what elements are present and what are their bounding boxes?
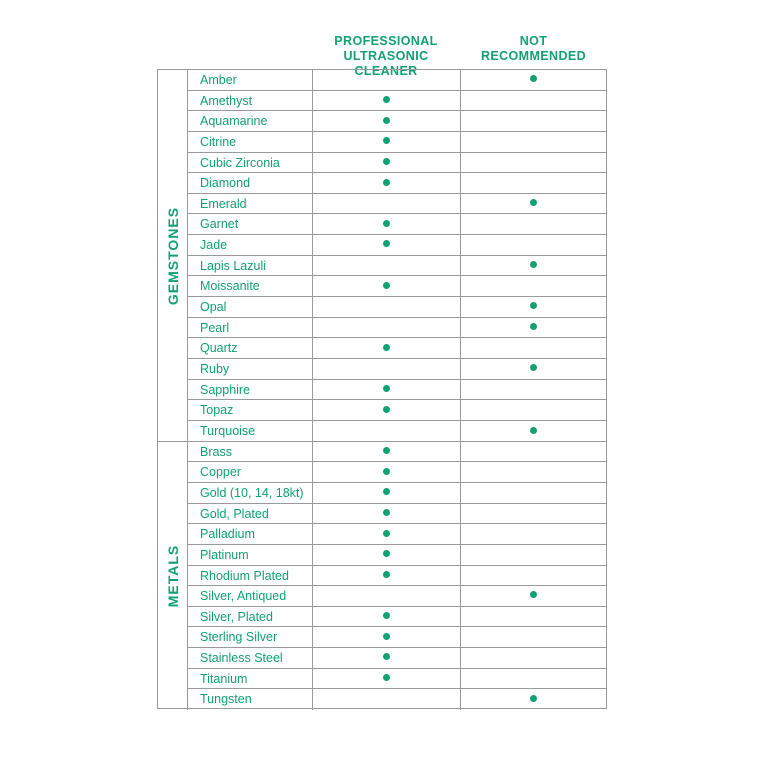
table-row <box>188 586 606 607</box>
material-name: Rhodium Plated <box>188 566 313 586</box>
bullet-dot-icon <box>383 653 390 660</box>
not-recommended-cell <box>461 669 606 689</box>
professional-cleaner-cell <box>313 359 461 379</box>
material-name: Quartz <box>188 338 313 358</box>
material-name: Cubic Zirconia <box>188 153 313 173</box>
professional-cleaner-cell <box>313 669 461 689</box>
material-name: Emerald <box>188 194 313 214</box>
not-recommended-header <box>460 34 607 64</box>
material-name: Sterling Silver <box>188 627 313 647</box>
table-row <box>188 545 606 566</box>
table-row <box>188 297 606 318</box>
professional-cleaner-cell <box>313 153 461 173</box>
bullet-dot-icon <box>383 179 390 186</box>
professional-cleaner-cell <box>313 627 461 647</box>
bullet-dot-icon <box>383 220 390 227</box>
group-label-cell <box>158 70 188 442</box>
bullet-dot-icon <box>530 261 537 268</box>
bullet-dot-icon <box>530 364 537 371</box>
bullet-dot-icon <box>383 447 390 454</box>
table-row <box>188 442 606 463</box>
not-recommended-cell <box>461 153 606 173</box>
professional-cleaner-cell <box>313 607 461 627</box>
not-recommended-cell <box>461 421 606 442</box>
group-rows <box>188 442 606 710</box>
group-rows <box>188 70 606 442</box>
table-row <box>188 504 606 525</box>
table-row <box>188 669 606 690</box>
material-name: Stainless Steel <box>188 648 313 668</box>
professional-cleaner-cell <box>313 504 461 524</box>
not-recommended-cell <box>461 462 606 482</box>
not-recommended-cell <box>461 524 606 544</box>
group-label: METALS <box>164 544 181 608</box>
material-name: Brass <box>188 442 313 462</box>
bullet-dot-icon <box>530 695 537 702</box>
not-recommended-cell <box>461 132 606 152</box>
professional-cleaner-cell <box>313 111 461 131</box>
bullet-dot-icon <box>383 282 390 289</box>
table-row <box>188 607 606 628</box>
professional-cleaner-cell <box>313 380 461 400</box>
material-name: Titanium <box>188 669 313 689</box>
professional-cleaner-cell <box>313 421 461 442</box>
material-name: Garnet <box>188 214 313 234</box>
professional-cleaner-cell <box>313 442 461 462</box>
table-row <box>188 689 606 710</box>
bullet-dot-icon <box>383 571 390 578</box>
bullet-dot-icon <box>383 468 390 475</box>
professional-cleaner-cell <box>313 586 461 606</box>
material-name: Platinum <box>188 545 313 565</box>
not-recommended-cell <box>461 627 606 647</box>
bullet-dot-icon <box>530 591 537 598</box>
not-recommended-cell <box>461 194 606 214</box>
professional-cleaner-cell <box>313 524 461 544</box>
table-row <box>188 173 606 194</box>
group-0 <box>158 70 606 442</box>
table-row <box>188 153 606 174</box>
bullet-dot-icon <box>383 406 390 413</box>
material-name: Jade <box>188 235 313 255</box>
table-row <box>188 380 606 401</box>
group-label-cell <box>158 442 188 710</box>
not-recommended-cell <box>461 297 606 317</box>
table-row <box>188 483 606 504</box>
material-name: Citrine <box>188 132 313 152</box>
professional-cleaner-cell <box>313 338 461 358</box>
professional-cleaner-cell <box>313 318 461 338</box>
table-row <box>188 276 606 297</box>
not-recommended-cell <box>461 338 606 358</box>
material-name: Topaz <box>188 400 313 420</box>
bullet-dot-icon <box>530 75 537 82</box>
professional-cleaner-cell <box>313 566 461 586</box>
table-row <box>188 400 606 421</box>
header-line: RECOMMENDED <box>480 49 587 63</box>
table-row <box>188 318 606 339</box>
table-row <box>188 359 606 380</box>
professional-cleaner-cell <box>313 400 461 420</box>
not-recommended-cell <box>461 214 606 234</box>
bullet-dot-icon <box>530 302 537 309</box>
table-row <box>188 132 606 153</box>
material-name: Tungsten <box>188 689 313 710</box>
not-recommended-cell <box>461 483 606 503</box>
not-recommended-cell <box>461 545 606 565</box>
table-row <box>188 214 606 235</box>
group-1 <box>158 442 606 710</box>
bullet-dot-icon <box>383 674 390 681</box>
not-recommended-cell <box>461 400 606 420</box>
professional-cleaner-cell <box>313 70 461 90</box>
bullet-dot-icon <box>383 137 390 144</box>
table-row <box>188 462 606 483</box>
header-line: PROFESSIONAL <box>334 34 438 48</box>
not-recommended-cell <box>461 380 606 400</box>
table-row <box>188 111 606 132</box>
bullet-dot-icon <box>383 344 390 351</box>
header-line: ULTRASONIC CLEANER <box>343 49 429 78</box>
material-name: Silver, Antiqued <box>188 586 313 606</box>
professional-cleaner-cell <box>313 297 461 317</box>
not-recommended-cell <box>461 607 606 627</box>
bullet-dot-icon <box>383 530 390 537</box>
table-row <box>188 421 606 442</box>
group-label: GEMSTONES <box>164 206 181 305</box>
bullet-dot-icon <box>383 385 390 392</box>
material-name: Silver, Plated <box>188 607 313 627</box>
bullet-dot-icon <box>530 323 537 330</box>
material-name: Amber <box>188 70 313 90</box>
professional-cleaner-cell <box>313 214 461 234</box>
not-recommended-cell <box>461 586 606 606</box>
material-name: Moissanite <box>188 276 313 296</box>
professional-cleaner-cell <box>313 173 461 193</box>
not-recommended-cell <box>461 91 606 111</box>
table-row <box>188 338 606 359</box>
not-recommended-cell <box>461 318 606 338</box>
professional-cleaner-cell <box>313 132 461 152</box>
table-row <box>188 256 606 277</box>
professional-cleaner-cell <box>313 91 461 111</box>
professional-cleaner-cell <box>313 235 461 255</box>
table-row <box>188 194 606 215</box>
table-row <box>188 70 606 91</box>
table-row <box>188 235 606 256</box>
cleaning-compatibility-table <box>157 69 607 709</box>
not-recommended-cell <box>461 566 606 586</box>
bullet-dot-icon <box>530 427 537 434</box>
material-name: Lapis Lazuli <box>188 256 313 276</box>
bullet-dot-icon <box>383 550 390 557</box>
not-recommended-cell <box>461 256 606 276</box>
bullet-dot-icon <box>383 509 390 516</box>
not-recommended-cell <box>461 276 606 296</box>
not-recommended-cell <box>461 70 606 90</box>
professional-cleaner-cell <box>313 689 461 710</box>
material-name: Aquamarine <box>188 111 313 131</box>
bullet-dot-icon <box>383 633 390 640</box>
header-line: NOT <box>519 34 548 48</box>
bullet-dot-icon <box>383 612 390 619</box>
table-row <box>188 648 606 669</box>
professional-cleaner-cell <box>313 648 461 668</box>
material-name: Gold (10, 14, 18kt) <box>188 483 313 503</box>
not-recommended-cell <box>461 504 606 524</box>
professional-cleaner-cell <box>313 276 461 296</box>
professional-cleaner-cell <box>313 545 461 565</box>
not-recommended-cell <box>461 173 606 193</box>
material-name: Pearl <box>188 318 313 338</box>
professional-cleaner-cell <box>313 483 461 503</box>
not-recommended-cell <box>461 235 606 255</box>
not-recommended-cell <box>461 359 606 379</box>
material-name: Opal <box>188 297 313 317</box>
bullet-dot-icon <box>383 158 390 165</box>
material-name: Gold, Plated <box>188 504 313 524</box>
bullet-dot-icon <box>383 488 390 495</box>
table-row <box>188 627 606 648</box>
bullet-dot-icon <box>383 96 390 103</box>
bullet-dot-icon <box>383 117 390 124</box>
material-name: Diamond <box>188 173 313 193</box>
table-row <box>188 91 606 112</box>
table-row <box>188 524 606 545</box>
material-name: Amethyst <box>188 91 313 111</box>
bullet-dot-icon <box>383 240 390 247</box>
professional-cleaner-cell <box>313 462 461 482</box>
not-recommended-cell <box>461 111 606 131</box>
table-row <box>188 566 606 587</box>
material-name: Ruby <box>188 359 313 379</box>
professional-cleaner-cell <box>313 194 461 214</box>
material-name: Palladium <box>188 524 313 544</box>
not-recommended-cell <box>461 648 606 668</box>
material-name: Sapphire <box>188 380 313 400</box>
bullet-dot-icon <box>530 199 537 206</box>
material-name: Copper <box>188 462 313 482</box>
professional-cleaner-cell <box>313 256 461 276</box>
not-recommended-cell <box>461 442 606 462</box>
not-recommended-cell <box>461 689 606 710</box>
material-name: Turquoise <box>188 421 313 442</box>
